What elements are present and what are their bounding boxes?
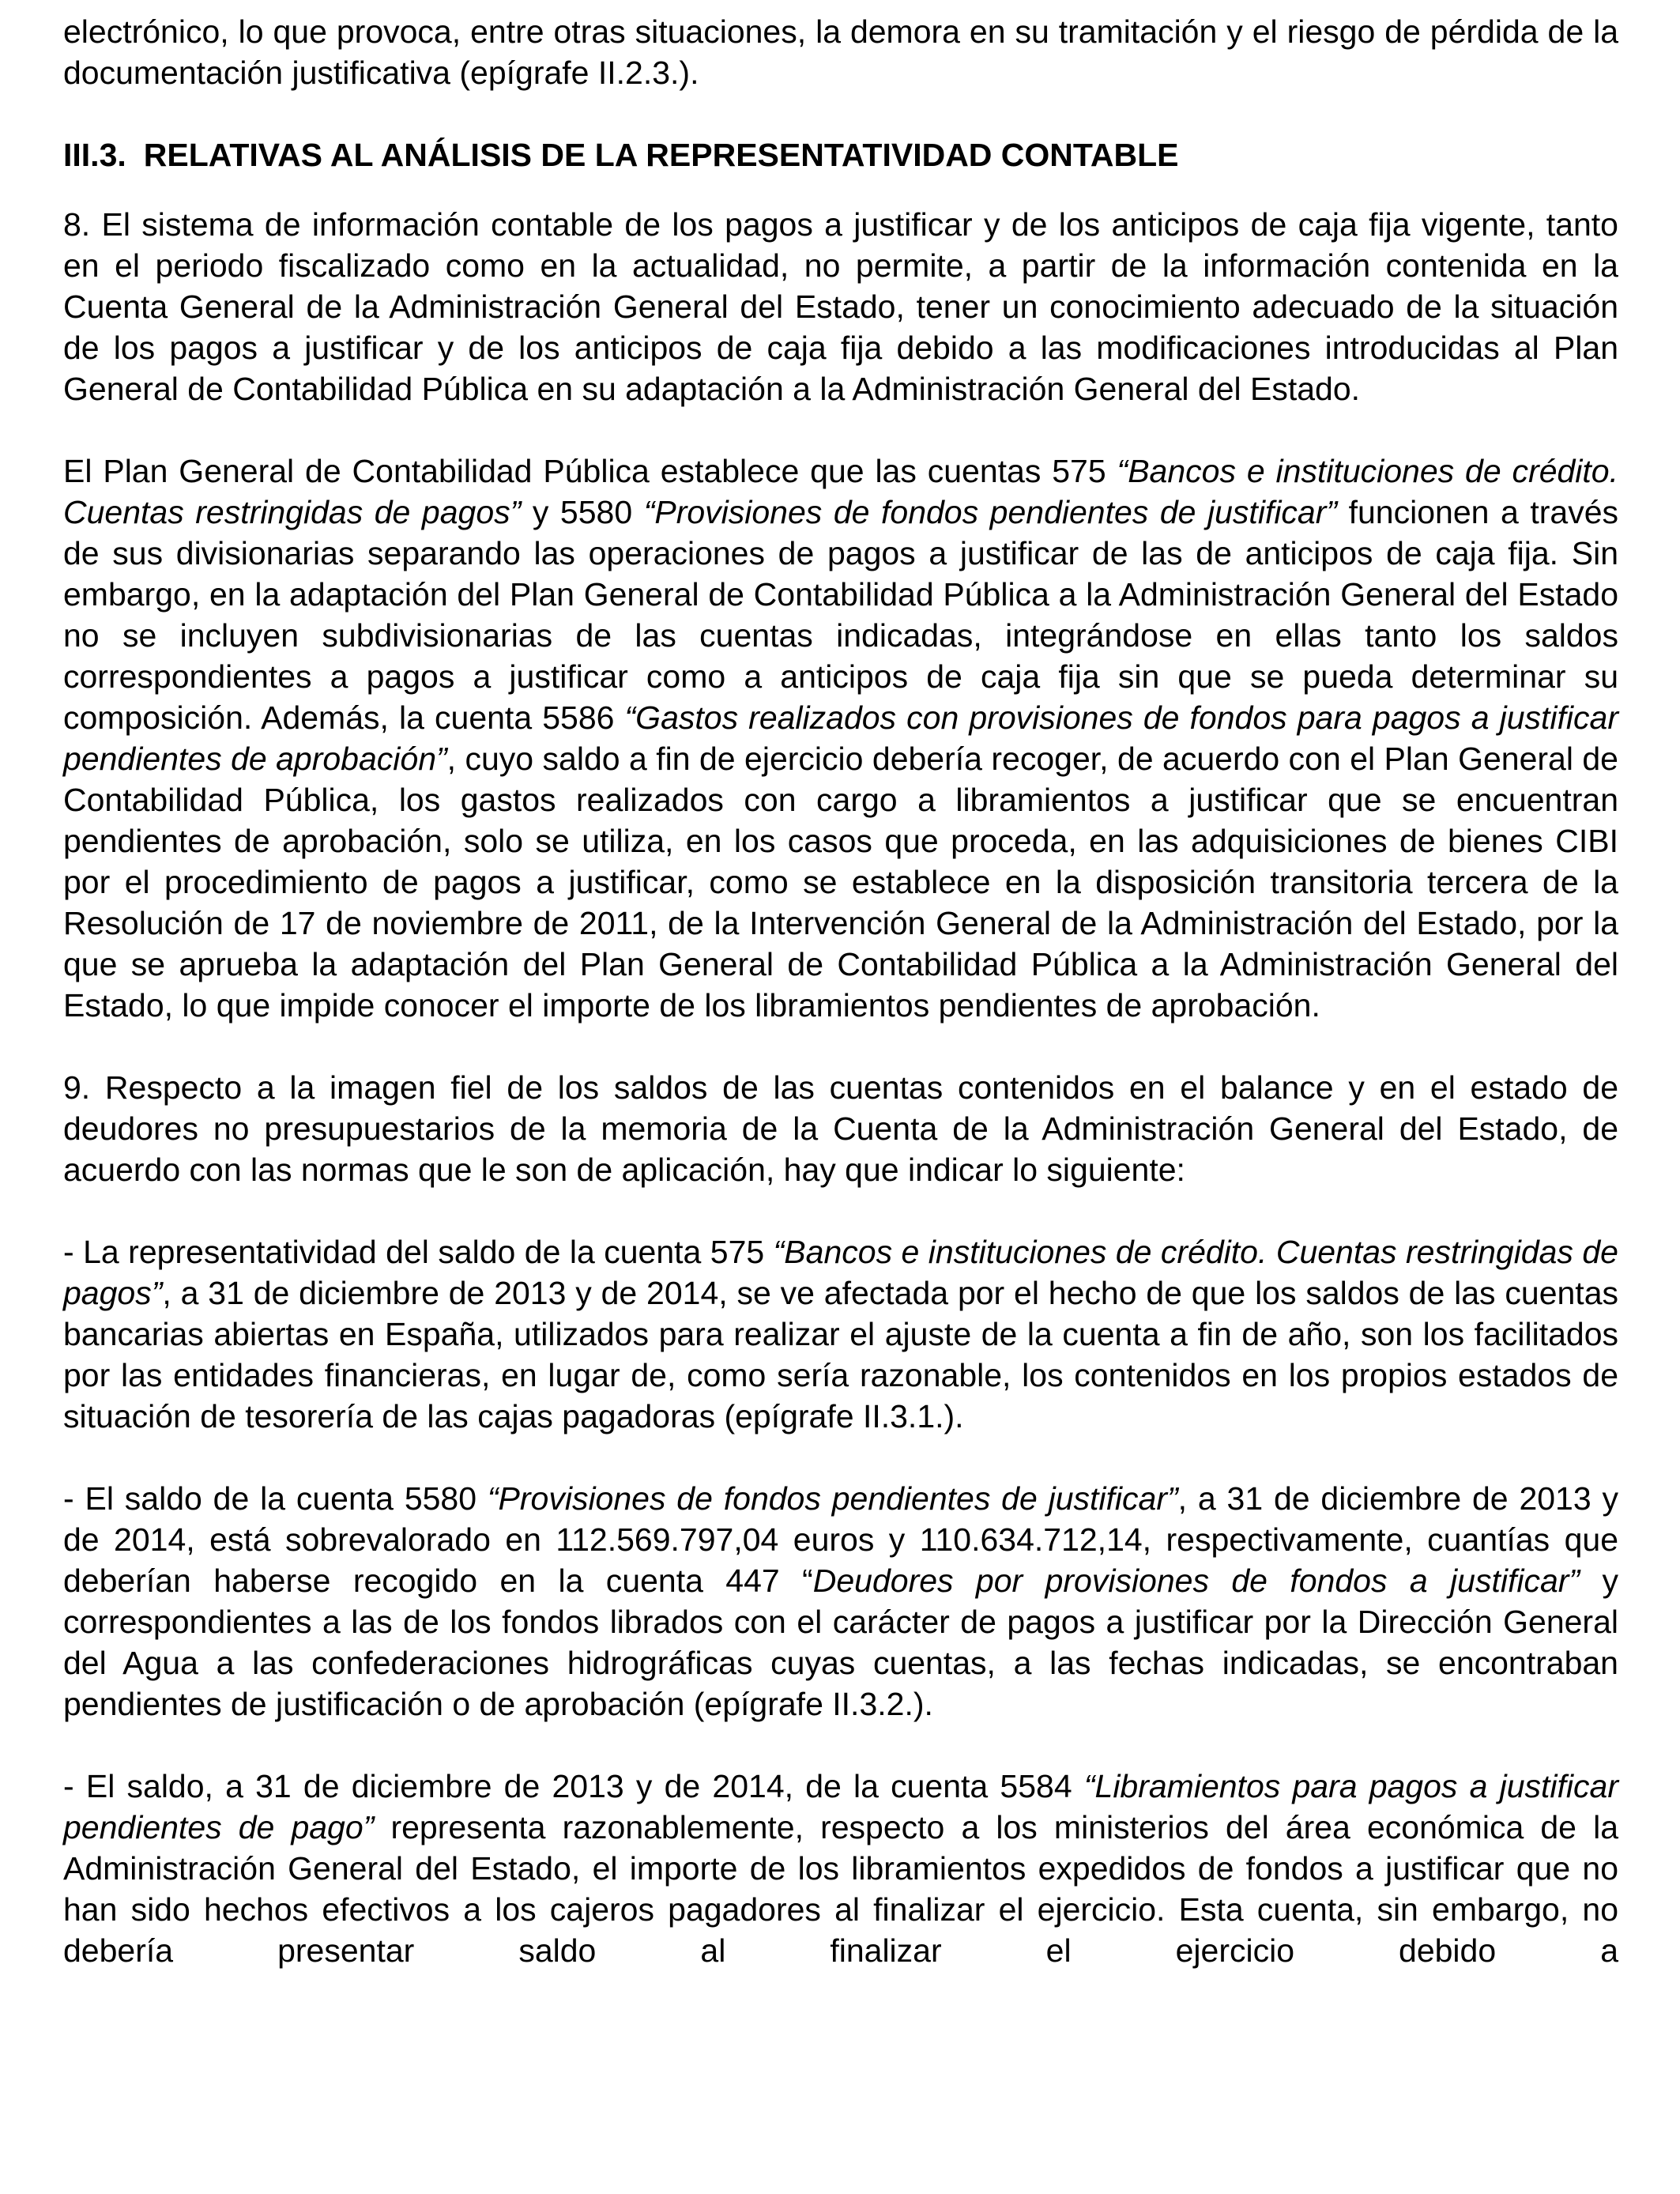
continuation-paragraph: electrónico, lo que provoca, entre otras situaciones, la demora en su tramitación y el riesgo de pérdida de la documentación justificativa (epígrafe II.2.3.). <box>63 13 1618 91</box>
bullet-account-5584 <box>63 1766 1618 1971</box>
document-page <box>63 11 1618 1971</box>
account-575-name: “Bancos e instituciones de crédito. Cuentas restringidas de pagos” <box>63 453 1618 530</box>
bullet-5584-text-2: representa razonablemente, respecto a los ministerios del área económica de la Administración General del Estado, el importe de los libramientos expedidos de fondos a justificar que no han sido hechos efectivos a los cajeros pagadores al finalizar el ejercicio. Esta cuenta, sin embargo, no debería presentar saldo al finalizar el ejercicio debido a <box>63 1809 1618 1969</box>
bullet-5584-text-1: - El saldo, a 31 de diciembre de 2013 y de 2014, de la cuenta 5584 <box>63 1768 1084 1804</box>
section-number: III.3. <box>63 137 126 173</box>
bullet-575-text-1: - La representatividad del saldo de la cuenta 575 <box>63 1234 774 1270</box>
bullet-5580-text-2: , a 31 de diciembre de 2013 y de 2014, está sobrevalorado en 112.569.797,04 euros y 110.634.712,14, respectivamente, cuantías que deberían haberse recogido en la cuenta 447 “ <box>63 1480 1619 1599</box>
detail-text-3: funcionen a través de sus divisionarias separando las operaciones de pagos a justificar de las de anticipos de caja fija. Sin embargo, en la adaptación del Plan General de Contabilidad Pública a la Administración General del Estado no se incluyen subdivisionarias de las cuentas indicadas, integrándose en ellas tanto los saldos correspondientes a pagos a justificar como a anticipos de caja fija sin que se pueda determinar su composición. Además, la cuenta 5586 <box>63 494 1618 736</box>
bullet-5584-account-name: “Libramientos para pagos a justificar pendientes de pago” <box>63 1768 1618 1845</box>
bullet-5580-text-3: y correspondientes a las de los fondos librados con el carácter de pagos a justificar por la Dirección General del Agua a las confederaciones hidrográficas cuyas cuentas, a las fechas indicadas, se encontraban pendientes de justificación o de aprobación (epígrafe II.3.2.). <box>63 1563 1618 1722</box>
account-5586-name: “Gastos realizados con provisiones de fondos para pagos a justificar pendientes de aprobación” <box>63 699 1618 777</box>
bullet-575-account-name: “Bancos e instituciones de crédito. Cuentas restringidas de pagos” <box>63 1234 1618 1311</box>
detail-text-2: y 5580 <box>521 494 644 530</box>
detail-text-4: , cuyo saldo a fin de ejercicio debería recoger, de acuerdo con el Plan General de Contabilidad Pública, los gastos realizados con cargo a libramientos a justificar que se encuentran pendientes de aprobación, solo se utiliza, en los casos que proceda, en las adquisiciones de bienes CIBI por el procedimiento de pagos a justificar, como se establece en la disposición transitoria tercera de la Resolución de 17 de noviembre de 2011, de la Intervención General de la Administración del Estado, por la que se aprueba la adaptación del Plan General de Contabilidad Pública a la Administración General del Estado, lo que impide conocer el importe de los libramientos pendientes de aprobación. <box>63 741 1618 1023</box>
item-8-paragraph: 8. El sistema de información contable de los pagos a justificar y de los anticipos de caja fija vigente, tanto en el periodo fiscalizado como en la actualidad, no permite, a partir de la información contenida en la Cuenta General de la Administración General del Estado, tener un conocimiento adecuado de la situación de los pagos a justificar y de los anticipos de caja fija debido a las modificaciones introducidas al Plan General de Contabilidad Pública en su adaptación a la Administración General del Estado. <box>63 206 1618 407</box>
bullet-5580-text-1: - El saldo de la cuenta 5580 <box>63 1480 488 1517</box>
section-heading <box>63 134 1618 175</box>
bullet-account-575 <box>63 1231 1618 1437</box>
bullet-5580-account-name: “Provisiones de fondos pendientes de justificar” <box>487 1480 1178 1517</box>
item-9-paragraph: 9. Respecto a la imagen fiel de los saldos de las cuentas contenidos en el balance y en el estado de deudores no presupuestarios de la memoria de la Cuenta de la Administración General del Estado, de acuerdo con las normas que le son de aplicación, hay que indicar lo siguiente: <box>63 1069 1618 1188</box>
section-title: RELATIVAS AL ANÁLISIS DE LA REPRESENTATIVIDAD CONTABLE <box>143 137 1179 173</box>
account-447-name: Deudores por provisiones de fondos a justificar” <box>812 1563 1580 1599</box>
detail-text-1: El Plan General de Contabilidad Pública establece que las cuentas 575 <box>63 453 1117 489</box>
bullet-account-5580 <box>63 1478 1618 1725</box>
item-8-detail-paragraph <box>63 450 1618 1026</box>
account-5580-name: “Provisiones de fondos pendientes de justificar” <box>643 494 1338 530</box>
bullet-575-text-2: , a 31 de diciembre de 2013 y de 2014, se ve afectada por el hecho de que los saldos de las cuentas bancarias abiertas en España, utilizados para realizar el ajuste de la cuenta a fin de año, son los facilitados por las entidades financieras, en lugar de, como sería razonable, los contenidos en los propios estados de situación de tesorería de las cajas pagadoras (epígrafe II.3.1.). <box>63 1275 1618 1434</box>
